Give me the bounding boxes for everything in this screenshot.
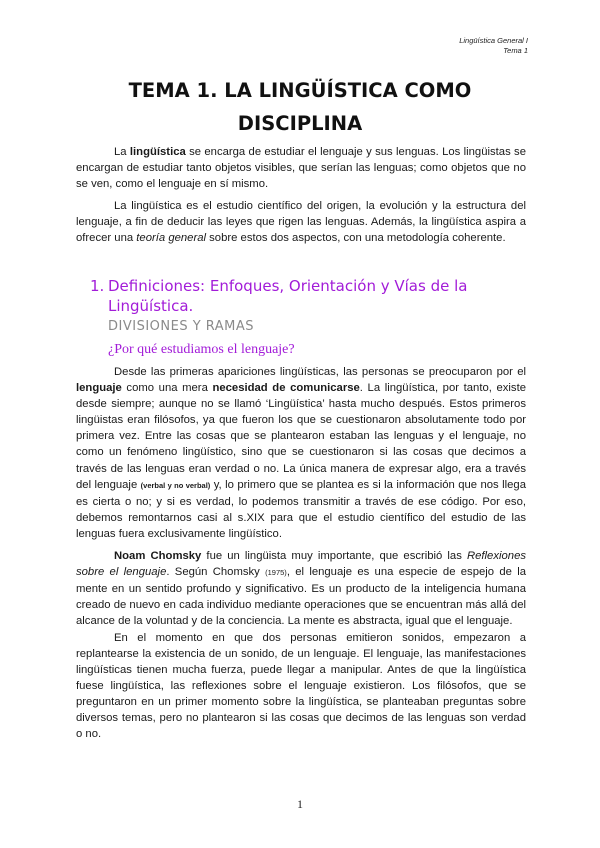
- header-topic: Tema 1: [503, 46, 528, 55]
- title-line-1: TEMA 1. LA LINGÜÍSTICA COMO: [128, 79, 472, 102]
- body-paragraph-1: [76, 364, 526, 542]
- text-run: . La lingüística, por tanto, existe desde siempre; aunque no se llamó ‘Lingüística’ hasta mucho después. Estos primeros lingüistas eran filósofos, ya que fueron los que se cuestionaron absolutamente todo por primera vez. Entre las cosas que se plantearon estaban las lenguas y el lenguaje, no como un fenómeno lingüístico, sino que se cuestionaron si las cosas que decimos a través de las lenguas eran verdad o no. La única manera de expresar algo, era a través del lenguaje: [76, 382, 526, 491]
- text-run: y, lo primero que se plantea es si la información que nos llega es cierta o no; y si es verdad, lo podemos transmitir a través de ese código. Por eso, debemos remontarnos casi al s.XIX para que el estudio científico del estudio de las lenguas fuera exclusivamente lingüístico.: [76, 478, 526, 540]
- name-chomsky: Noam Chomsky: [114, 550, 202, 563]
- text-run: La lingüística es el estudio científico del origen, la evolución y la estructura del lenguaje, a fin de deducir las leyes que rigen las lenguas. Además, la lingüística aspira a ofrecer una: [76, 200, 526, 245]
- text-run: , el lenguaje es una especie de espejo de la mente en un sentido profundo y significativo. Es un producto de la inteligencia humana creado de nuevo en cada individuo mediante operaciones que se encuentran más allá del alcance de la voluntad y de la conciencia. La mente es abstracta, igual que el lenguaje.: [76, 566, 527, 628]
- year-citation: (1975): [265, 568, 287, 578]
- term-lenguaje: lenguaje: [76, 382, 122, 395]
- text-run: Desde las primeras apariciones lingüísticas, las personas se preocuparon por el: [114, 366, 526, 378]
- text-run: . Según Chomsky: [166, 566, 266, 579]
- text-run: sobre estos dos aspectos, con una metodología coherente.: [206, 232, 506, 245]
- term-teoria-general: teoría general: [136, 232, 207, 245]
- intro-paragraph-2: [76, 198, 526, 246]
- title-line-2: DISCIPLINA: [237, 112, 363, 135]
- section-title: Definiciones: Enfoques, Orientación y Vías de la Lingüística.: [108, 277, 468, 315]
- section-heading: [90, 276, 520, 316]
- body-paragraph-3: En el momento en que dos personas emitieron sonidos, empezaron a replantearse la existencia de un sonido, de un lenguaje. El lenguaje, las manifestaciones lingüísticas tienen mucha fuerza, puede llegar a manipular. Antes de que la lingüística fuese lingüística, las reflexiones sobre el lenguaje existieron. Los filósofos, que se preguntaron en un primer momento sobre la lingüística, se planteaban preguntas sobre diversos temas, pero no plantearon si las cosas que decimos de las lenguas son verdad o no.: [76, 631, 526, 741]
- running-header: [459, 36, 528, 56]
- page-number: 1: [297, 797, 303, 811]
- text-run: La: [114, 146, 130, 158]
- text-run: fue un lingüista muy importante, que escribió las: [201, 550, 467, 563]
- body-paragraph-2: [76, 548, 526, 629]
- text-run: se encarga de estudiar el lenguaje y sus lenguas. Los lingüistas se encargan de estudiar tanto objetos visibles, que serían las lenguas; como objetos que no se ven, como el lenguaje en sí mismo.: [76, 146, 526, 191]
- subheading: DIVISIONES Y RAMAS: [108, 319, 255, 334]
- body-block: [76, 364, 526, 742]
- term-necesidad: necesidad de comunicarse: [212, 382, 360, 395]
- term-linguistica: lingüística: [129, 146, 186, 158]
- section-number: 1.: [90, 277, 105, 295]
- book-title: Reflexiones sobre el lenguaje: [76, 550, 526, 579]
- question-heading: ¿Por qué estudiamos el lenguaje?: [108, 342, 295, 357]
- intro-paragraph-1: [76, 144, 526, 192]
- page-title: [90, 74, 510, 140]
- text-run: como una mera: [121, 382, 213, 395]
- note-verbal: (verbal y no verbal): [140, 480, 211, 490]
- header-course: Lingüística General I: [459, 36, 528, 45]
- intro-block: [76, 144, 526, 247]
